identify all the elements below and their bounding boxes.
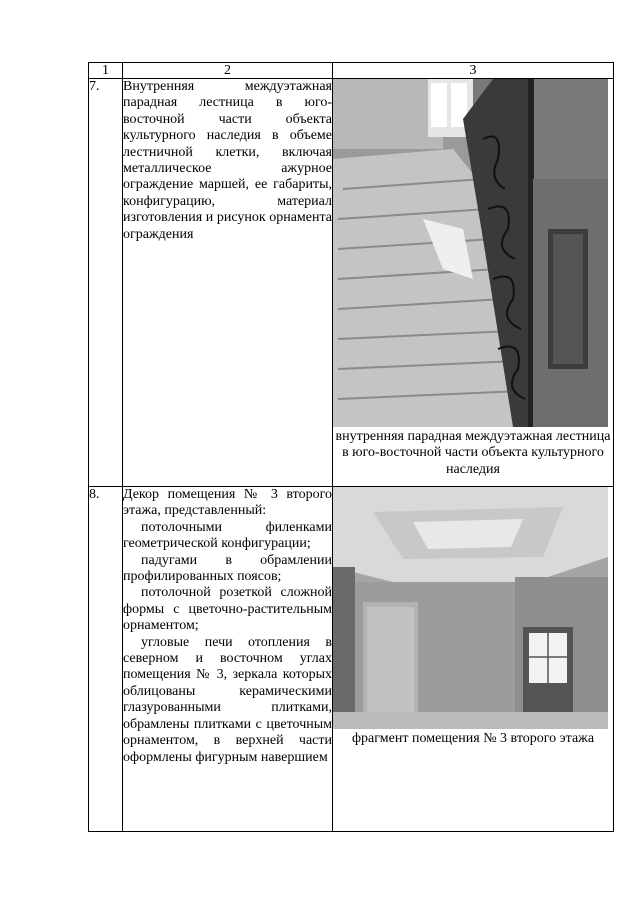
- heritage-table: [88, 62, 614, 832]
- row-description: [123, 79, 333, 487]
- photo-cell: [333, 487, 614, 832]
- row-number: 8.: [89, 487, 123, 832]
- table-row-8: [89, 487, 614, 832]
- photo-cell: [333, 79, 614, 487]
- row-description: [123, 487, 333, 832]
- description-paragraph: потолочными филенками геометрической конфигурации;: [123, 519, 332, 552]
- header-col-1: 1: [89, 63, 123, 79]
- staircase-photo: [333, 79, 608, 427]
- description-paragraph: угловые печи отопления в северном и восточном углах помещения № 3, зеркала которых облицованы керамическими глазурованными плитками, обрамлены плитками с цветочным орнаментом, в верхней части оформлены фигурным навершием: [123, 634, 332, 765]
- description-paragraph: Внутренняя междуэтажная парадная лестница в юго-восточной части объекта культурного наследия в объеме лестничной клетки, включая металлическое ажурное ограждение маршей, ее габариты, конфигурацию, материал изготовления и рисунок орнамента ограждения: [123, 79, 332, 242]
- photo-caption: внутренняя парадная междуэтажная лестница в юго-восточной части объекта культурного наследия: [335, 429, 611, 477]
- table-header-row: [89, 63, 614, 79]
- description-paragraph: Декор помещения № 3 второго этажа, представленный:: [123, 487, 332, 519]
- header-col-2: 2: [123, 63, 333, 79]
- description-paragraph: потолочной розеткой сложной формы с цветочно-растительным орнаментом;: [123, 585, 332, 634]
- room-photo: [333, 487, 608, 729]
- row-number: 7.: [89, 79, 123, 487]
- photo-caption: фрагмент помещения № 3 второго этажа: [351, 731, 595, 746]
- header-col-3: 3: [333, 63, 614, 79]
- table-row-7: [89, 79, 614, 487]
- description-paragraph: падугами в обрамлении профилированных поясов;: [123, 552, 332, 585]
